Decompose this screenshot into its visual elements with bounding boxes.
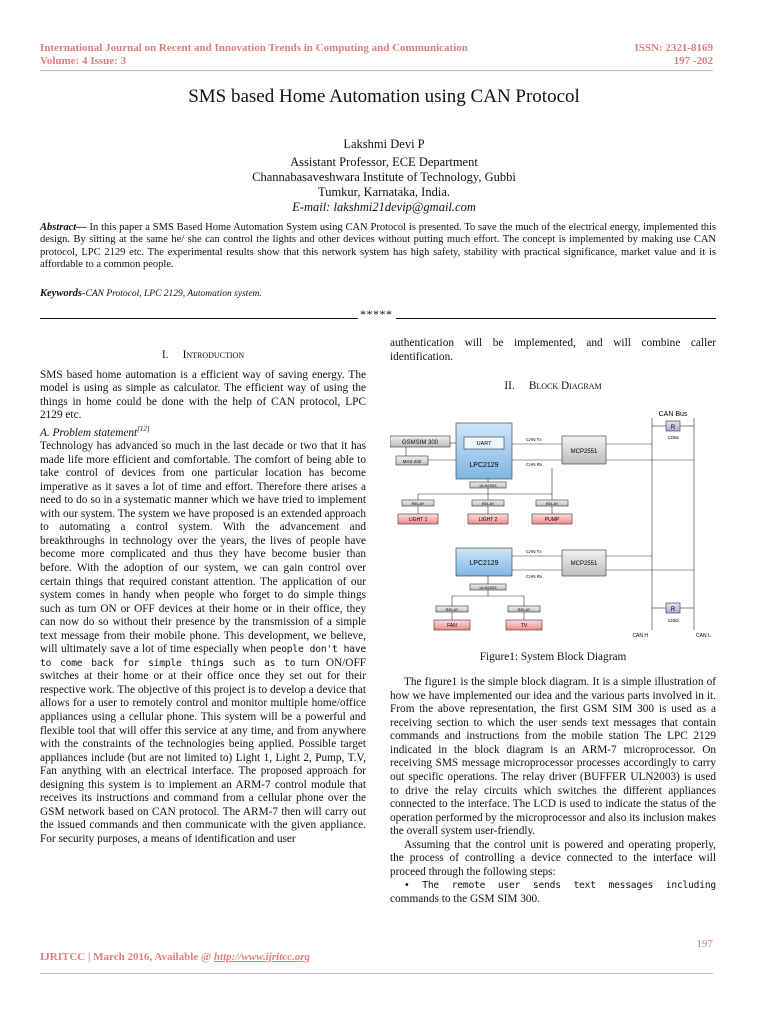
diagram-relay-3: RELAY bbox=[545, 500, 559, 506]
problem-text-mono: people don't have to come back for simple things such as to bbox=[40, 644, 366, 669]
section-title: Introduction bbox=[182, 349, 245, 361]
diagram-light2: LIGHT 2 bbox=[478, 516, 498, 523]
diagram-ohm-1: 120Ω bbox=[667, 434, 679, 440]
problem-text-2: turn ON/OFF switches at their home or at their office once they set out for their respective work. The objective of this project is to develop a device that allows for a user to remotely control and monitor multiple home/office appliances using a cellular phone. This system will be a powerful and flexible tool that will offer this service at any time, and from anywhere with the constraints of the technologies being applied. Possible target appliances include (but are not limited to) Light 1, Light 2, Pump, T.V, Fan anything with an electrical interface. The proposed approach for designing this system is to implement an ARM-7 control module that receives its instructions and command from a cellular phone over the GSM network based on CAN protocol. The ARM-7 then will carry out the issued commands and then communicate with the given appliance. For security purposes, a means of identification and user bbox=[40, 656, 367, 845]
diagram-can-rx-1: CAN Rx bbox=[526, 461, 543, 467]
page-number: 197 bbox=[696, 938, 713, 950]
continued-paragraph: authentication will be implemented, and will combine caller identification. bbox=[390, 337, 716, 363]
figure-description-paragraph: The figure1 is the simple block diagram. It is a simple illustration of how we have implemented our idea and the various parts involved in it. From the above representation, the first GSM SIM 300 is used as a receiving section to which the user sends text messages that contain commands and instructions from the mobile station The LPC 2129 indicated in the block diagram is an ARM-7 microprocessor. On receiving SMS message microprocessor processes accordingly to carry out specific operations. The relay driver (BUFFER ULN2003) is used to drive the relay circuits which switches the different appliances connected to the interface. The LCD is used to indicate the status of the operation performed by the microprocessor and also its inclusion makes the overall system user-friendly. bbox=[390, 676, 716, 838]
section-introduction-heading bbox=[40, 349, 366, 363]
diagram-uln2003-1: ULN2003 bbox=[479, 482, 497, 488]
diagram-max232: MAX 232 bbox=[402, 458, 422, 464]
bullet-rest-text: commands to the GSM SIM 300. bbox=[390, 892, 540, 905]
diagram-light1: LIGHT 1 bbox=[408, 516, 428, 523]
problem-text-1: Technology has advanced so much in the last decade or two that it has made life more efficient and comfortable. The comfort of being able to take control of devices from one particular location has become imperative as it saves a lot of time and effort. Therefore there arises a need to do so in a systematic manner which we have tried to implement with our system. The system we have proposed is an extended approach to automating a control system. With the advancement and breakthroughs in technology over the years, the lives of people have become more complicated and thus they have become busier than before. With the adoption of our system, we can gain control over certain things that required constant attention. The application of our system comes in handy when people who forget to do simple things such as turn ON or OFF devices at their home or in their office, they can now do so without their presence by the transmission of a simple text message from their mobile phone. This development, we believe, will ultimately save a lot of time especially when bbox=[40, 440, 366, 656]
diagram-can-tx-2: CAN Tx bbox=[526, 548, 542, 554]
paper-title: SMS based Home Automation using CAN Protocol bbox=[188, 86, 580, 107]
author-institute: Channabasaveshwara Institute of Technology, Gubbi bbox=[252, 170, 516, 184]
intro-paragraph: SMS based home automation is a efficient way of saving energy. The model is using as simple as calculator. The efficient way of using the things in home could be done with the help of CAN protocol, LPC 2129 etc. bbox=[40, 368, 366, 422]
bullet-mono-text: • The remote user sends text messages including bbox=[404, 880, 716, 892]
author-name: Lakshmi Devi P bbox=[343, 137, 425, 151]
separator-stars: ***** bbox=[360, 307, 393, 321]
footer-rule bbox=[40, 973, 713, 974]
diagram-mcp2551-2: MCP2551 bbox=[570, 560, 598, 567]
diagram-ohm-2: 120Ω bbox=[667, 617, 679, 623]
footer-link[interactable]: http://www.ijritcc.org bbox=[213, 951, 311, 963]
footer-text: IJRITCC | March 2016, Available @ bbox=[40, 951, 214, 963]
steps-intro-paragraph: Assuming that the control unit is powered and operating properly, the process of controlling a device connected to the interface will proceed through the following steps: bbox=[390, 838, 716, 878]
diagram-can-l: CAN L bbox=[696, 632, 711, 639]
diagram-relay-5: RELAY bbox=[517, 606, 531, 612]
diagram-can-bus-label: CAN Bus bbox=[658, 410, 688, 418]
diagram-uln2003-2: ULN2003 bbox=[479, 584, 497, 590]
step-bullet-1 bbox=[390, 879, 716, 906]
keywords-label: Keywords- bbox=[40, 288, 86, 299]
figure-caption: Figure1: System Block Diagram bbox=[479, 650, 627, 663]
diagram-resistor-1: R bbox=[670, 424, 676, 431]
diagram-lpc2129-2: LPC2129 bbox=[469, 559, 499, 567]
journal-issn: ISSN: 2321-8169 bbox=[634, 42, 713, 54]
diagram-gsm: GSMSIM 300 bbox=[401, 439, 439, 446]
section-number: II. bbox=[504, 380, 515, 393]
diagram-lpc2129-1: LPC2129 bbox=[469, 461, 499, 469]
journal-name: International Journal on Recent and Innovation Trends in Computing and Communication bbox=[40, 42, 468, 54]
diagram-uart: UART bbox=[476, 440, 492, 447]
diagram-pump: PUMP bbox=[544, 516, 560, 523]
diagram-resistor-2: R bbox=[670, 606, 676, 613]
diagram-mcp2551-1: MCP2551 bbox=[570, 448, 598, 455]
abstract-text: In this paper a SMS Based Home Automation System using CAN Protocol is presented. To save the much of the electrical energy, implemented this design. By sitting at the same he/ she can control the lights and other devices without putting much effort. The concept is implemented by making use CAN protocol, LPC 2129 etc. The experimental results show that this network system has high safety, stability with practical significance, market value and it is affordable to a common people. bbox=[40, 222, 716, 270]
diagram-can-h: CAN H bbox=[632, 632, 648, 639]
problem-statement-heading bbox=[40, 423, 366, 440]
diagram-relay-4: RELAY bbox=[445, 606, 459, 612]
section-title: Block Diagram bbox=[528, 380, 602, 393]
section-number: I. bbox=[161, 349, 169, 361]
header-rule bbox=[40, 70, 713, 71]
problem-ref: [12] bbox=[137, 424, 150, 433]
author-position: Assistant Professor, ECE Department bbox=[290, 155, 478, 169]
problem-heading-text: A. Problem statement bbox=[40, 426, 138, 439]
author-block bbox=[0, 137, 768, 215]
diagram-tv: TV bbox=[520, 622, 528, 629]
system-block-diagram bbox=[390, 408, 716, 643]
author-email: E-mail: lakshmi21devip@gmail.com bbox=[292, 200, 476, 214]
problem-paragraph bbox=[40, 440, 366, 846]
author-location: Tumkur, Karnataka, India. bbox=[318, 185, 450, 199]
keywords bbox=[40, 288, 262, 299]
left-column bbox=[40, 349, 366, 846]
journal-pages: 197 -202 bbox=[673, 55, 713, 67]
diagram-can-rx-2: CAN Rx bbox=[526, 573, 543, 579]
section-block-diagram-heading bbox=[390, 380, 716, 394]
diagram-fan: FAN bbox=[447, 622, 457, 629]
footer bbox=[40, 951, 310, 963]
abstract-label: Abstract— bbox=[40, 222, 87, 233]
diagram-relay-1: RELAY bbox=[411, 500, 425, 506]
keywords-text: CAN Protocol, LPC 2129, Automation system. bbox=[85, 289, 262, 299]
diagram-relay-2: RELAY bbox=[481, 500, 495, 506]
abstract bbox=[40, 222, 716, 271]
journal-volume: Volume: 4 Issue: 3 bbox=[40, 55, 127, 67]
diagram-lpc-block-1 bbox=[456, 423, 512, 479]
diagram-can-tx-1: CAN Tx bbox=[526, 436, 542, 442]
right-column bbox=[390, 337, 716, 906]
section-separator bbox=[40, 307, 716, 325]
